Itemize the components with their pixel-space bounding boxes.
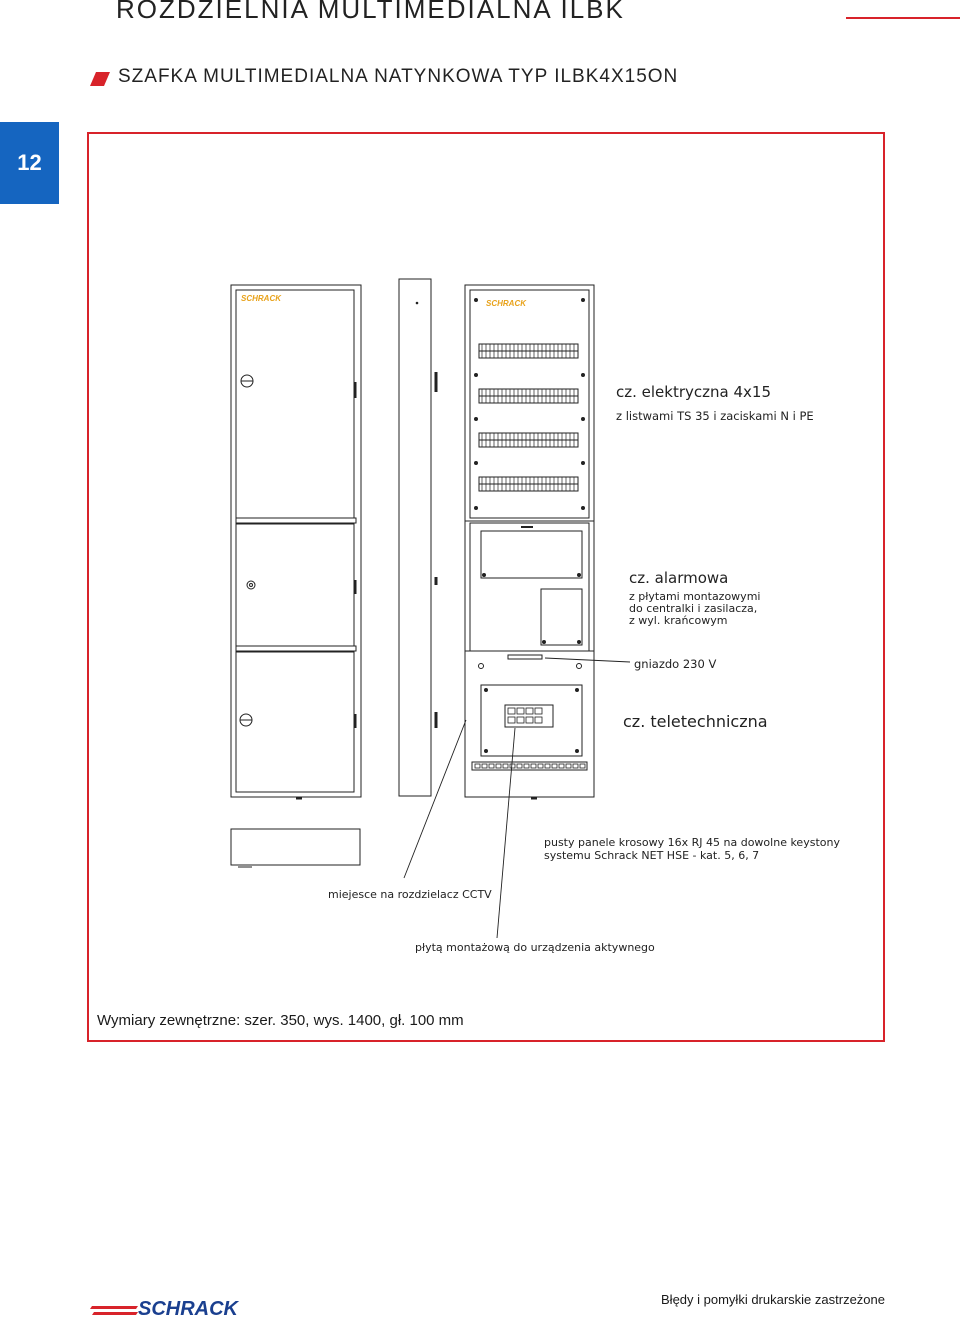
- cabinet-side-view: [399, 279, 436, 796]
- telecom-section-title: cz. teletechniczna: [623, 712, 768, 731]
- section-subtitle: SZAFKA MULTIMEDIALNA NATYNKOWA TYP ILBK4X15ON: [118, 66, 679, 87]
- cabinet-plinth: [231, 829, 360, 867]
- door-brand-label: SCHRACK: [241, 294, 281, 303]
- socket-230v: [508, 655, 542, 659]
- rj45-port: [475, 764, 480, 768]
- rj45-port: [517, 764, 522, 768]
- cabinet-front-view: [231, 285, 361, 798]
- printing-errors-disclaimer: Błędy i pomyłki drukarskie zastrzeżone: [661, 1292, 885, 1307]
- cctv-label: miejesce na rozdzielacz CCTV: [328, 888, 492, 901]
- power-supply-plate: [541, 589, 582, 645]
- rj45-port: [531, 764, 536, 768]
- cabinet-interior-view: [465, 285, 594, 798]
- page-number-tab: 12: [0, 122, 59, 204]
- rj45-port: [545, 764, 550, 768]
- rj45-port: [482, 764, 487, 768]
- electric-section-desc: z listwami TS 35 i zaciskami N i PE: [616, 409, 814, 423]
- rj45-port: [559, 764, 564, 768]
- panel-brand-label: SCHRACK: [486, 299, 526, 308]
- rj45-port: [510, 764, 515, 768]
- rj45-port: [573, 764, 578, 768]
- alarm-section-title: cz. alarmowa: [629, 569, 729, 587]
- patch-panel-desc-1: pusty panele krosowy 16x RJ 45 na dowolne keystony: [544, 836, 840, 849]
- alarm-mounting-plate: [481, 531, 582, 578]
- rj45-port: [524, 764, 529, 768]
- electric-section-title: cz. elektryczna 4x15: [616, 383, 771, 401]
- schrack-logo-text: SCHRACK: [138, 1298, 238, 1320]
- socket-label: gniazdo 230 V: [634, 657, 717, 671]
- rj45-port: [538, 764, 543, 768]
- schrack-logo: [88, 1294, 273, 1320]
- rj45-port: [552, 764, 557, 768]
- page-title: ROZDZIELNIA MULTIMEDIALNA ILBK: [116, 0, 625, 24]
- mounting-plate-label: płytą montażową do urządzenia aktywnego: [415, 941, 655, 954]
- rj45-port: [496, 764, 501, 768]
- alarm-desc-line-3: z wyl. krańcowym: [629, 614, 728, 627]
- patch-panel-desc-2: systemu Schrack NET HSE - kat. 5, 6, 7: [544, 849, 760, 862]
- alarm-desc-line-2: do centralki i zasilacza,: [629, 602, 758, 615]
- rj45-port: [489, 764, 494, 768]
- active-device-plate: [481, 685, 582, 756]
- rj45-port: [566, 764, 571, 768]
- alarm-desc-line-1: z płytami montazowymi: [629, 590, 761, 603]
- dimensions-text: Wymiary zewnętrzne: szer. 350, wys. 1400, gł. 100 mm: [97, 1012, 464, 1029]
- rj45-port: [580, 764, 585, 768]
- rj45-port: [503, 764, 508, 768]
